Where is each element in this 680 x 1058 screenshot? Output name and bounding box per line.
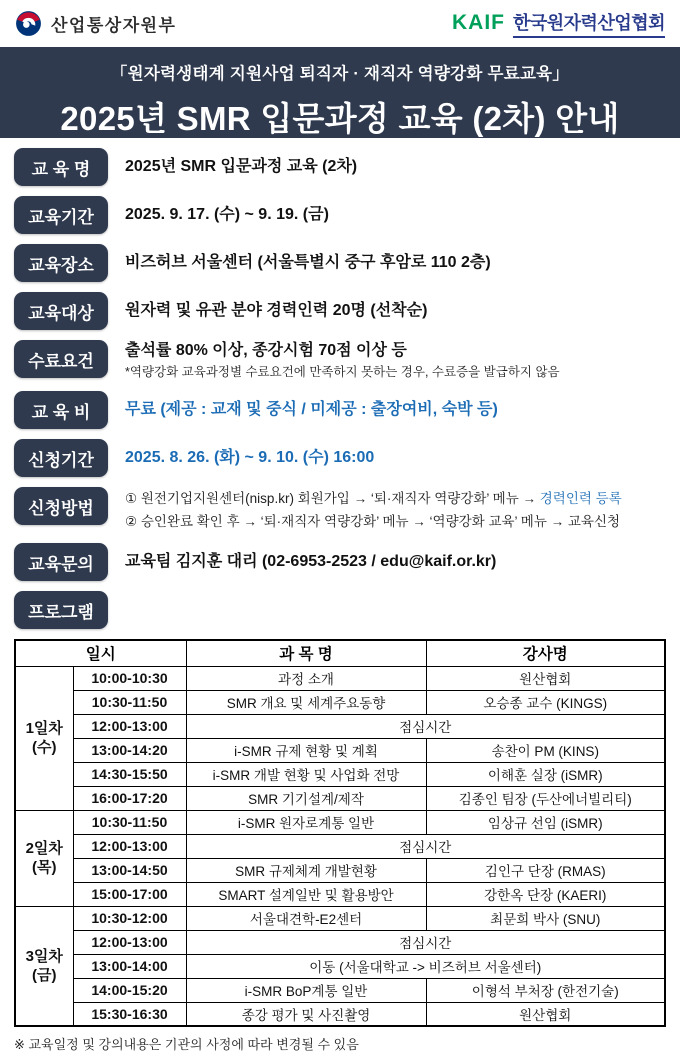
time-cell: 10:30-11:50 [73, 810, 186, 834]
info-content [125, 439, 374, 477]
instructor-cell: 오승종 교수 (KINGS) [426, 690, 665, 714]
info-label-badge: 신청방법 [14, 487, 108, 525]
kaif-acronym-icon: KAIF [452, 11, 505, 34]
merged-subject-cell: 이동 (서울대학교 -> 비즈허브 서울센터) [186, 954, 665, 978]
info-label-badge: 교 육 명 [14, 148, 108, 186]
info-line [125, 510, 622, 533]
instructor-cell: 김인구 단장 (RMAS) [426, 858, 665, 882]
info-content [125, 391, 498, 429]
info-row [14, 487, 666, 533]
subject-cell: 과정 소개 [186, 666, 426, 690]
program-row [15, 738, 665, 762]
instructor-cell: 임상규 선임 (iSMR) [426, 810, 665, 834]
info-rows [0, 138, 680, 629]
program-row [15, 954, 665, 978]
instructor-cell: 김종인 팀장 (두산에너빌리티) [426, 786, 665, 810]
program-row [15, 666, 665, 690]
info-label-badge: 교육장소 [14, 244, 108, 282]
info-label-badge: 신청기간 [14, 439, 108, 477]
info-label-badge: 수료요건 [14, 340, 108, 378]
time-cell: 16:00-17:20 [73, 786, 186, 810]
program-table-body [15, 666, 665, 1026]
info-content [125, 196, 329, 234]
header-instructor: 강사명 [426, 640, 665, 666]
instructor-cell: 송찬이 PM (KINS) [426, 738, 665, 762]
program-row [15, 714, 665, 738]
instructor-cell: 원산협회 [426, 1002, 665, 1026]
info-content [125, 340, 560, 381]
info-line [125, 487, 622, 510]
time-cell: 14:30-15:50 [73, 762, 186, 786]
info-line [125, 364, 560, 381]
info-line [125, 300, 427, 322]
program-row [15, 882, 665, 906]
text-segment: 2025년 SMR 입문과정 교육 (2차) [125, 158, 358, 175]
text-segment: 출석률 80% 이상, 종강시험 70점 이상 등 [125, 342, 407, 359]
day-label: 1일차 [25, 720, 63, 737]
info-row [14, 439, 666, 477]
info-line [125, 447, 374, 469]
text-segment: 2025. 9. 17. (수) ~ 9. 19. (금) [125, 206, 329, 223]
day-weekday: (수) [32, 739, 57, 756]
day-weekday: (금) [32, 966, 57, 984]
title-banner [0, 47, 680, 138]
info-row [14, 148, 666, 186]
info-row [14, 292, 666, 330]
instructor-cell: 이해훈 실장 (iSMR) [426, 762, 665, 786]
subject-cell: i-SMR BoP계통 일반 [186, 978, 426, 1002]
instructor-cell: 이형석 부처장 (한전기술) [426, 978, 665, 1002]
merged-subject-cell: 점심시간 [186, 930, 665, 954]
info-label-badge: 교육기간 [14, 196, 108, 234]
subject-cell: SMR 규제체계 개발현황 [186, 858, 426, 882]
program-row [15, 762, 665, 786]
page-title: 2025년 SMR 입문과정 교육 (2차) 안내 [60, 100, 620, 137]
time-cell: 12:00-13:00 [73, 930, 186, 954]
text-segment: 비즈허브 서울센터 (서울특별시 중구 후암로 110 2층) [125, 254, 491, 271]
text-segment: 교육팀 김지훈 대리 (02-6953-2523 / edu@kaif.or.kr) [125, 553, 497, 570]
instructor-cell: 강한옥 단장 (KAERI) [426, 882, 665, 906]
footnote: ※ 교육일정 및 강의내용은 기관의 사정에 따라 변경될 수 있음 [14, 1037, 359, 1052]
info-row [14, 196, 666, 234]
time-cell: 10:00-10:30 [73, 666, 186, 690]
ministry-logo [15, 10, 176, 37]
program-table [14, 639, 666, 1027]
info-content [125, 292, 427, 330]
time-cell: 12:00-13:00 [73, 834, 186, 858]
info-label-badge: 교육문의 [14, 543, 108, 581]
program-row [15, 906, 665, 930]
day-label: 3일차 [25, 947, 63, 965]
text-segment: 2025. 8. 26. (화) ~ 9. 10. (수) 16:00 [125, 449, 375, 466]
program-row [15, 1002, 665, 1026]
text-segment: ② 승인완료 확인 후 → ‘퇴·재직자 역량강화’ 메뉴 → ‘역량강화 교육’ 메뉴 → 교육신청 [125, 514, 621, 529]
program-row [15, 810, 665, 834]
time-cell: 13:00-14:50 [73, 858, 186, 882]
info-row [14, 591, 666, 629]
subject-cell: i-SMR 규제 현황 및 계획 [186, 738, 426, 762]
merged-subject-cell: 점심시간 [186, 834, 665, 858]
subject-cell: SMR 개요 및 세계주요동향 [186, 690, 426, 714]
program-row [15, 978, 665, 1002]
day-cell [15, 810, 73, 906]
info-line [125, 156, 357, 178]
merged-subject-cell: 점심시간 [186, 714, 665, 738]
day-label: 2일차 [25, 840, 63, 857]
kaif-association-name: 한국원자력산업협회 [513, 9, 665, 38]
banner-subtitle: 「원자력생태계 지원사업 퇴직자 · 재직자 역량강화 무료교육」 [110, 65, 570, 83]
time-cell: 10:30-11:50 [73, 690, 186, 714]
instructor-cell: 최문희 박사 (SNU) [426, 906, 665, 930]
subject-cell: 종강 평가 및 사진촬영 [186, 1002, 426, 1026]
ministry-name: 산업통상자원부 [51, 16, 177, 35]
info-row [14, 391, 666, 429]
info-row [14, 340, 666, 381]
time-cell: 12:00-13:00 [73, 714, 186, 738]
day-cell [15, 666, 73, 810]
info-label-badge: 프로그램 [14, 591, 108, 629]
info-line [125, 551, 496, 573]
top-header [0, 0, 680, 47]
info-content [125, 244, 491, 282]
time-cell: 13:00-14:00 [73, 954, 186, 978]
info-content [125, 543, 496, 581]
program-header-row [15, 640, 665, 666]
program-row [15, 858, 665, 882]
info-line [125, 252, 491, 274]
time-cell: 15:00-17:00 [73, 882, 186, 906]
text-segment: ① 원전기업지원센터(nisp.kr) 회원가입 → ‘퇴·재직자 역량강화’ 메뉴 → [125, 491, 540, 506]
info-content [125, 148, 357, 186]
time-cell: 10:30-12:00 [73, 906, 186, 930]
text-segment: 경력인력 등록 [539, 491, 622, 506]
text-segment: *역량강화 교육과정별 수료요건에 만족하지 못하는 경우, 수료증을 발급하지 않음 [125, 365, 560, 379]
time-cell: 14:00-15:20 [73, 978, 186, 1002]
info-line [125, 340, 560, 362]
time-cell: 13:00-14:20 [73, 738, 186, 762]
info-label-badge: 교 육 비 [14, 391, 108, 429]
header-datetime: 일시 [15, 640, 186, 666]
korea-government-emblem-icon [15, 10, 42, 37]
program-row [15, 690, 665, 714]
day-weekday: (목) [32, 859, 57, 876]
program-row [15, 786, 665, 810]
kaif-logo [452, 9, 665, 38]
subject-cell: i-SMR 원자로계통 일반 [186, 810, 426, 834]
instructor-cell: 원산협회 [426, 666, 665, 690]
info-row [14, 244, 666, 282]
info-line [125, 399, 498, 421]
day-cell [15, 906, 73, 1026]
subject-cell: SMR 기기설계/제작 [186, 786, 426, 810]
program-row [15, 834, 665, 858]
header-subject: 과 목 명 [186, 640, 426, 666]
subject-cell: SMART 설계일반 및 활용방안 [186, 882, 426, 906]
program-row [15, 930, 665, 954]
subject-cell: 서울대견학-E2센터 [186, 906, 426, 930]
info-content [125, 487, 622, 533]
text-segment: 원자력 및 유관 분야 경력인력 20명 (선착순) [125, 302, 428, 319]
time-cell: 15:30-16:30 [73, 1002, 186, 1026]
info-row [14, 543, 666, 581]
info-label-badge: 교육대상 [14, 292, 108, 330]
subject-cell: i-SMR 개발 현황 및 사업화 전망 [186, 762, 426, 786]
info-line [125, 204, 329, 226]
text-segment: 무료 (제공 : 교재 및 중식 / 미제공 : 출장여비, 숙박 등) [125, 401, 498, 418]
